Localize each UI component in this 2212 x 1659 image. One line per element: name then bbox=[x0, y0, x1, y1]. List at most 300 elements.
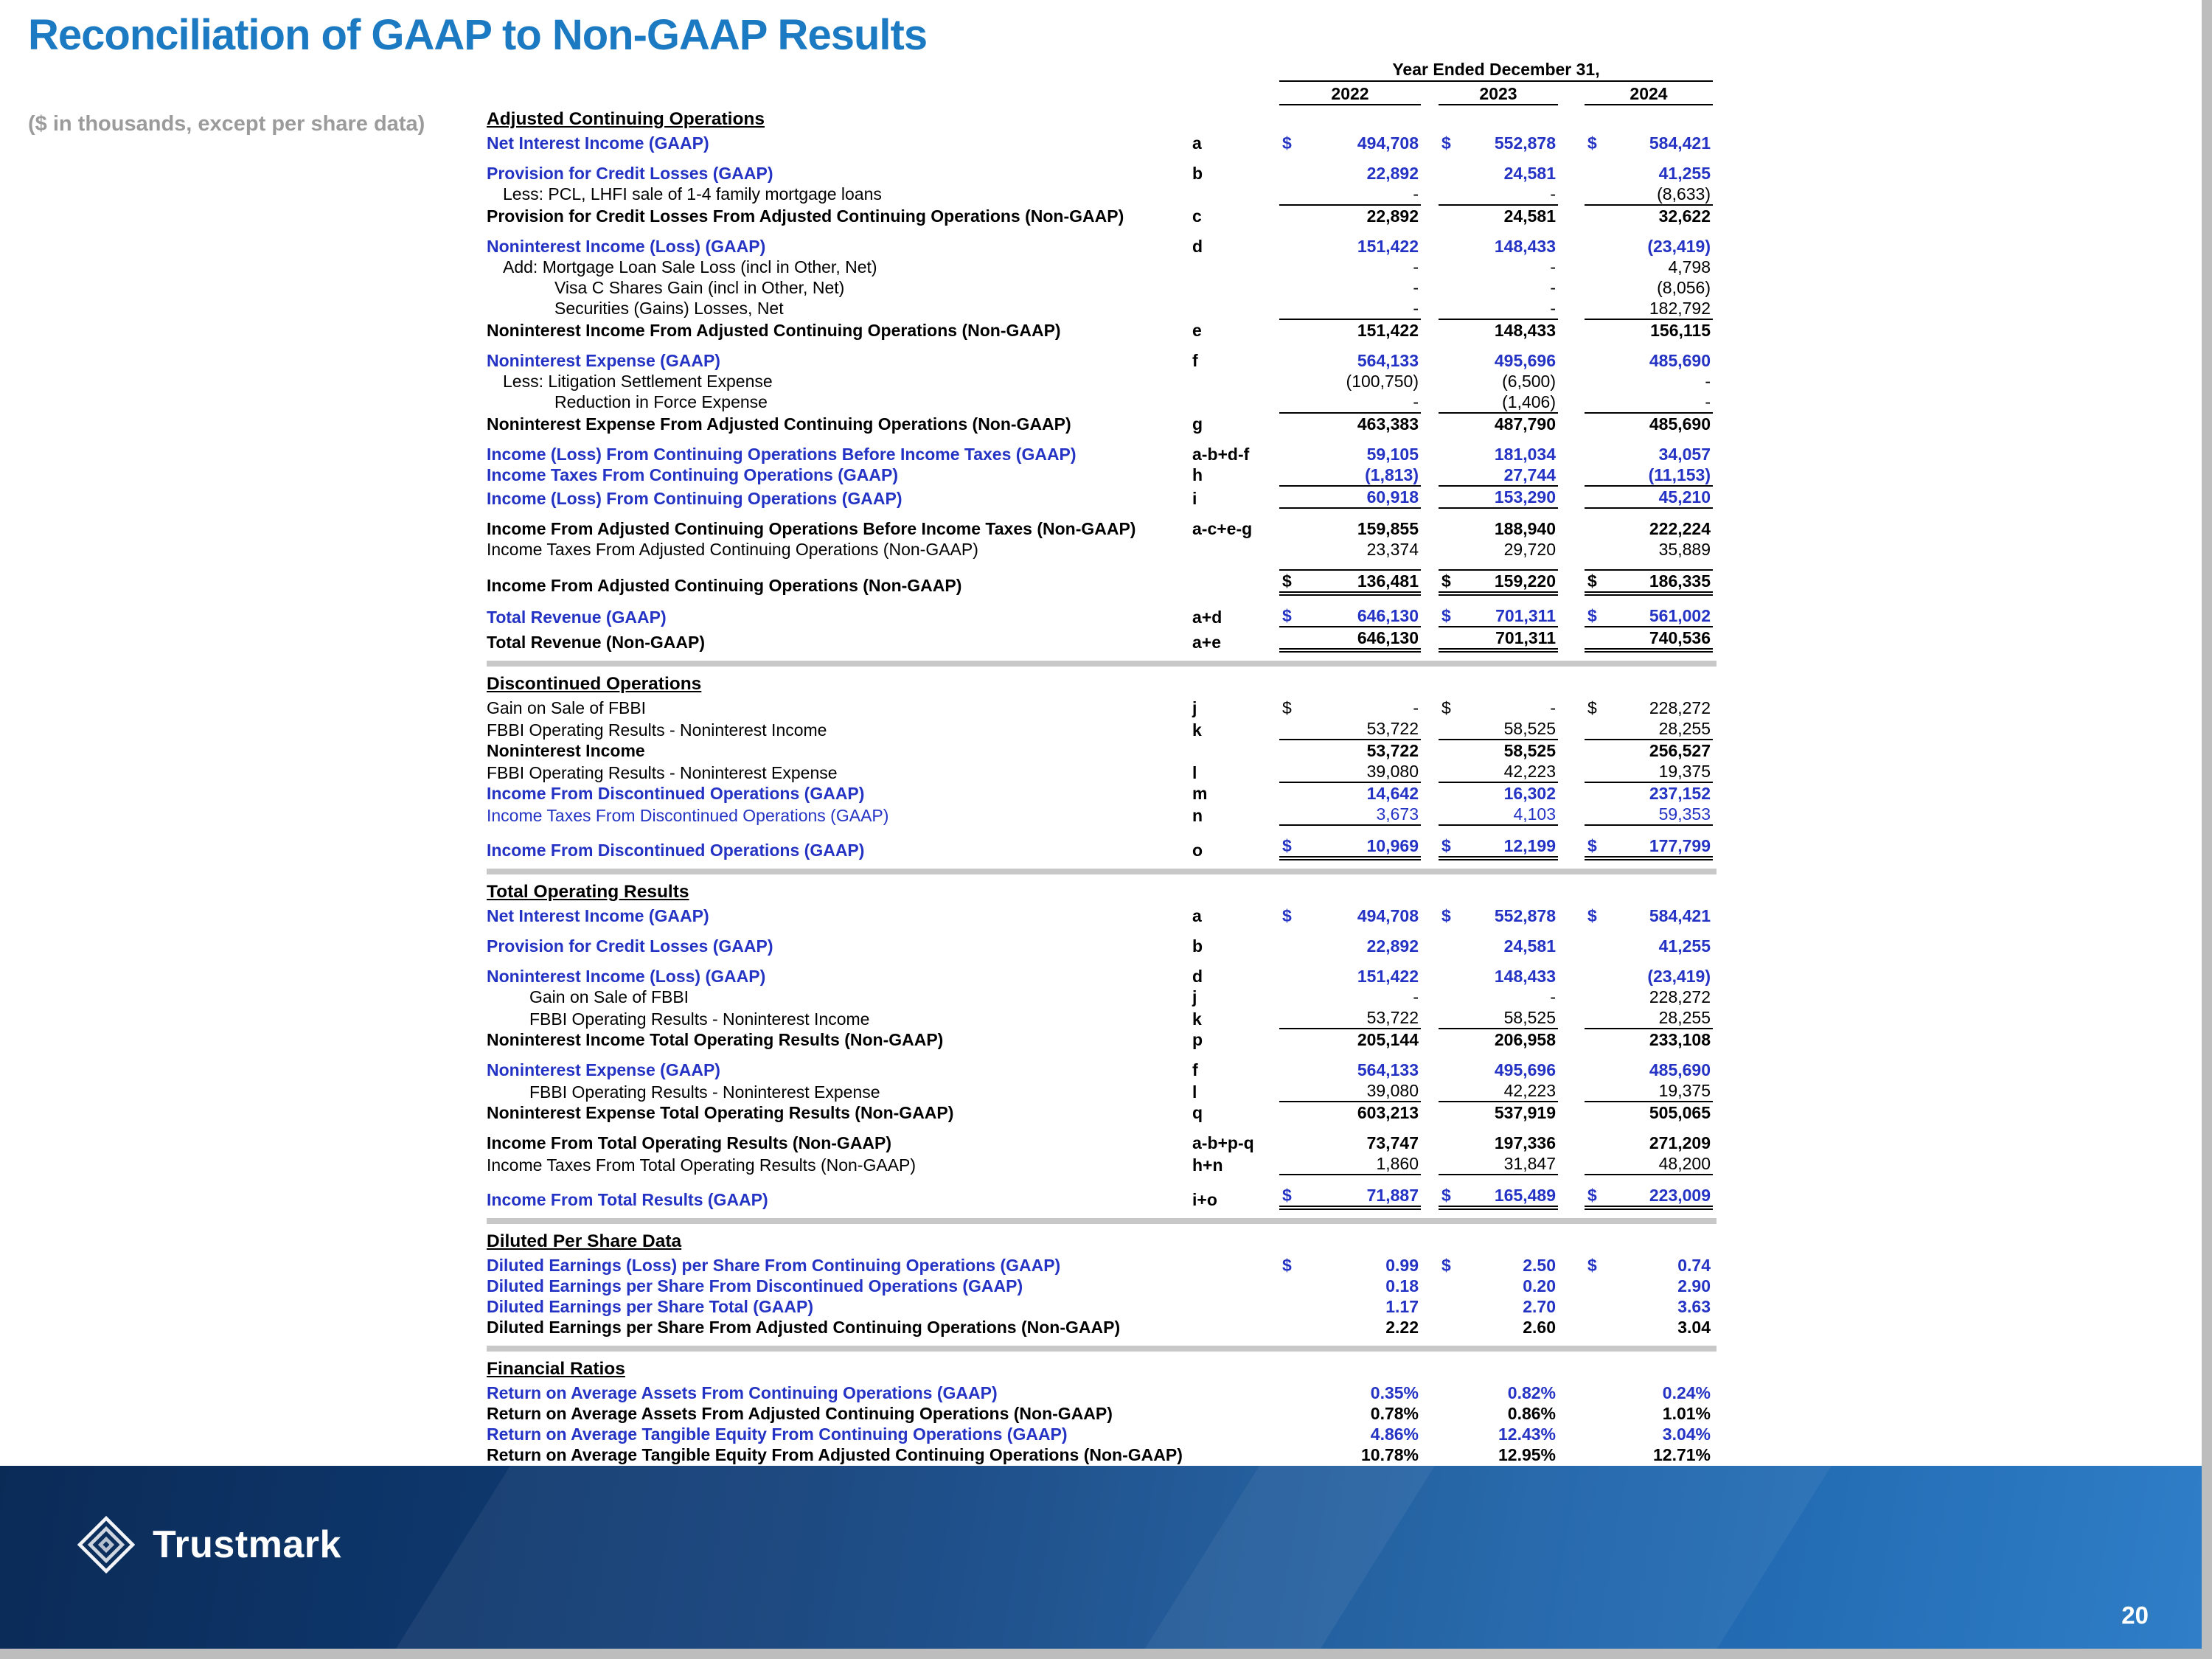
row-label: Noninterest Expense (GAAP) bbox=[487, 1060, 720, 1079]
value-text: 701,311 bbox=[1495, 628, 1556, 647]
currency-symbol: $ bbox=[1587, 1186, 1597, 1205]
value-text: 181,034 bbox=[1494, 445, 1556, 464]
table-row bbox=[487, 740, 1717, 761]
value-cell-2022 bbox=[1279, 966, 1421, 987]
row-ref: a+d bbox=[1192, 608, 1222, 627]
value-text: (8,056) bbox=[1657, 278, 1711, 297]
row-ref: l bbox=[1192, 1082, 1197, 1102]
value-cell-2022 bbox=[1279, 740, 1421, 761]
value-text: 740,536 bbox=[1649, 628, 1711, 647]
row-label: Net Interest Income (GAAP) bbox=[487, 133, 709, 153]
table-row bbox=[487, 1007, 1717, 1029]
row-label: Income From Adjusted Continuing Operations (Non-GAAP) bbox=[487, 576, 962, 595]
currency-symbol: $ bbox=[1441, 606, 1451, 625]
section-divider bbox=[487, 1218, 1717, 1224]
table-row bbox=[487, 277, 1717, 298]
section-heading: Adjusted Continuing Operations bbox=[487, 109, 765, 129]
value-text: 24,581 bbox=[1503, 936, 1556, 956]
value-text: 584,421 bbox=[1649, 133, 1711, 153]
row-label: Diluted Earnings per Share From Discontinued Operations (GAAP) bbox=[487, 1276, 1023, 1295]
row-ref: a-c+e-g bbox=[1192, 519, 1253, 538]
year-column-header: 2024 bbox=[1585, 83, 1713, 105]
value-cell-2023 bbox=[1439, 444, 1558, 465]
row-ref: f bbox=[1192, 1060, 1198, 1079]
value-cell-2022 bbox=[1279, 485, 1421, 509]
value-cell-2022 bbox=[1279, 319, 1421, 341]
row-ref: b bbox=[1192, 164, 1203, 183]
value-text: (1,406) bbox=[1502, 392, 1556, 411]
value-text: (8,633) bbox=[1657, 184, 1711, 204]
page-number: 20 bbox=[2121, 1601, 2149, 1629]
value-text: - bbox=[1550, 257, 1556, 276]
value-cell-2023 bbox=[1439, 627, 1558, 653]
value-text: 165,489 bbox=[1494, 1186, 1556, 1205]
row-ref: j bbox=[1192, 698, 1197, 717]
value-cell-2023 bbox=[1439, 1007, 1558, 1029]
value-cell-2024 bbox=[1585, 539, 1713, 560]
value-cell-2023 bbox=[1439, 966, 1558, 987]
value-text: 159,220 bbox=[1494, 571, 1556, 591]
value-text: 205,144 bbox=[1357, 1030, 1419, 1049]
value-text: 646,130 bbox=[1357, 606, 1419, 625]
row-ref: a bbox=[1192, 133, 1202, 153]
value-text: 177,799 bbox=[1649, 836, 1711, 855]
table-row bbox=[487, 1153, 1717, 1175]
value-text: 552,878 bbox=[1494, 133, 1556, 153]
table-row bbox=[487, 319, 1717, 341]
value-text: 71,887 bbox=[1366, 1186, 1419, 1205]
value-text: 58,525 bbox=[1503, 741, 1556, 760]
value-cell-2022 bbox=[1279, 1060, 1421, 1080]
value-cell-2023 bbox=[1439, 1102, 1558, 1123]
table-year-row bbox=[487, 82, 1717, 105]
table-row bbox=[487, 1060, 1717, 1080]
value-text: 485,690 bbox=[1649, 414, 1711, 434]
value-cell-2022 bbox=[1279, 1403, 1421, 1424]
value-text: 12.95% bbox=[1498, 1445, 1556, 1464]
value-cell-2024 bbox=[1585, 966, 1713, 987]
table-row bbox=[487, 257, 1717, 277]
value-cell-2024 bbox=[1585, 627, 1713, 653]
value-cell-2022 bbox=[1279, 465, 1421, 485]
value-text: 233,108 bbox=[1649, 1030, 1711, 1049]
table-row bbox=[487, 539, 1717, 560]
value-cell-2022 bbox=[1279, 412, 1421, 434]
row-label: Gain on Sale of FBBI bbox=[487, 698, 647, 717]
currency-symbol: $ bbox=[1282, 606, 1292, 625]
section-heading: Financial Ratios bbox=[487, 1359, 625, 1379]
value-text: 14,642 bbox=[1366, 784, 1419, 803]
value-text: 42,223 bbox=[1503, 762, 1556, 781]
value-text: 59,105 bbox=[1366, 445, 1419, 464]
table-row bbox=[487, 1296, 1717, 1317]
value-cell-2024 bbox=[1585, 518, 1713, 539]
table-row bbox=[487, 518, 1717, 539]
value-cell-2024 bbox=[1585, 718, 1713, 740]
value-cell-2024 bbox=[1585, 835, 1713, 860]
table-row bbox=[487, 350, 1717, 371]
value-text: 552,878 bbox=[1494, 906, 1556, 925]
value-cell-2022 bbox=[1279, 761, 1421, 783]
value-cell-2023 bbox=[1439, 1424, 1558, 1444]
row-ref: h bbox=[1192, 465, 1203, 484]
row-label: Add: Mortgage Loan Sale Loss (incl in Other, Net) bbox=[503, 257, 877, 276]
value-cell-2022 bbox=[1279, 1080, 1421, 1102]
table-row bbox=[487, 1029, 1717, 1050]
value-cell-2024 bbox=[1585, 1080, 1713, 1102]
table-row bbox=[487, 1133, 1717, 1153]
value-text: (23,419) bbox=[1647, 967, 1711, 986]
table-row bbox=[487, 1255, 1717, 1276]
row-label: Return on Average Assets From Adjusted Continuing Operations (Non-GAAP) bbox=[487, 1404, 1113, 1423]
currency-symbol: $ bbox=[1441, 1256, 1451, 1275]
value-text: 1.01% bbox=[1662, 1404, 1711, 1423]
row-label: Provision for Credit Losses From Adjusted Continuing Operations (Non-GAAP) bbox=[487, 206, 1124, 226]
row-label: Return on Average Tangible Equity From Continuing Operations (GAAP) bbox=[487, 1425, 1068, 1444]
value-text: 485,690 bbox=[1649, 351, 1711, 370]
value-text: 463,383 bbox=[1357, 414, 1419, 434]
value-cell-2023 bbox=[1439, 1276, 1558, 1296]
table-row bbox=[487, 371, 1717, 392]
value-cell-2023 bbox=[1439, 184, 1558, 204]
value-cell-2024 bbox=[1585, 1133, 1713, 1153]
value-text: 0.78% bbox=[1370, 1404, 1419, 1423]
currency-symbol: $ bbox=[1587, 133, 1597, 153]
value-text: 24,581 bbox=[1503, 164, 1556, 183]
value-cell-2022 bbox=[1279, 1444, 1421, 1465]
row-ref: h+n bbox=[1192, 1155, 1223, 1175]
value-text: 27,744 bbox=[1503, 465, 1556, 484]
value-cell-2024 bbox=[1585, 184, 1713, 204]
row-ref: a bbox=[1192, 906, 1202, 925]
value-cell-2022 bbox=[1279, 350, 1421, 371]
value-text: 31,847 bbox=[1503, 1154, 1556, 1173]
value-text: 53,722 bbox=[1366, 741, 1419, 760]
value-cell-2024 bbox=[1585, 163, 1713, 184]
value-cell-2022 bbox=[1279, 444, 1421, 465]
value-cell-2022 bbox=[1279, 236, 1421, 257]
value-text: 151,422 bbox=[1357, 321, 1419, 340]
table-row bbox=[487, 936, 1717, 956]
row-ref: c bbox=[1192, 206, 1202, 226]
row-label: Visa C Shares Gain (incl in Other, Net) bbox=[554, 278, 845, 297]
value-text: 53,722 bbox=[1366, 719, 1419, 738]
value-text: 32,622 bbox=[1658, 206, 1711, 226]
value-cell-2024 bbox=[1585, 133, 1713, 153]
value-text: 22,892 bbox=[1366, 164, 1419, 183]
row-label: Noninterest Expense From Adjusted Continuing Operations (Non-GAAP) bbox=[487, 414, 1071, 434]
value-cell-2022 bbox=[1279, 539, 1421, 560]
value-text: 0.18 bbox=[1385, 1276, 1419, 1295]
value-cell-2024 bbox=[1585, 277, 1713, 298]
value-cell-2023 bbox=[1439, 835, 1558, 860]
value-text: 19,375 bbox=[1658, 762, 1711, 781]
trustmark-logo-text: Trustmark bbox=[153, 1523, 341, 1566]
value-text: 12.71% bbox=[1652, 1445, 1711, 1464]
row-ref: e bbox=[1192, 321, 1202, 340]
value-text: 58,525 bbox=[1503, 1008, 1556, 1027]
table-row bbox=[487, 133, 1717, 153]
value-cell-2022 bbox=[1279, 804, 1421, 826]
value-cell-2024 bbox=[1585, 298, 1713, 319]
value-text: 22,892 bbox=[1366, 206, 1419, 226]
row-label: Return on Average Tangible Equity From Adjusted Continuing Operations (Non-GAAP) bbox=[487, 1445, 1183, 1464]
value-cell-2024 bbox=[1585, 761, 1713, 783]
value-cell-2024 bbox=[1585, 350, 1713, 371]
value-cell-2023 bbox=[1439, 204, 1558, 226]
value-text: 3.04 bbox=[1677, 1318, 1711, 1337]
value-cell-2024 bbox=[1585, 1444, 1713, 1465]
value-cell-2023 bbox=[1439, 485, 1558, 509]
value-cell-2024 bbox=[1585, 605, 1713, 627]
value-text: - bbox=[1413, 278, 1419, 297]
value-cell-2024 bbox=[1585, 444, 1713, 465]
value-cell-2024 bbox=[1585, 1060, 1713, 1080]
value-text: 35,889 bbox=[1658, 540, 1711, 559]
row-ref: f bbox=[1192, 351, 1198, 370]
row-ref: m bbox=[1192, 784, 1208, 803]
currency-symbol: $ bbox=[1441, 1186, 1451, 1205]
row-label: Income From Total Results (GAAP) bbox=[487, 1190, 768, 1209]
table-row bbox=[487, 569, 1717, 596]
value-text: 223,009 bbox=[1649, 1186, 1711, 1205]
value-text: 487,790 bbox=[1494, 414, 1556, 434]
value-text: 186,335 bbox=[1649, 571, 1711, 591]
row-label: Net Interest Income (GAAP) bbox=[487, 906, 709, 925]
currency-symbol: $ bbox=[1441, 906, 1451, 925]
value-text: (6,500) bbox=[1502, 372, 1556, 391]
table-row bbox=[487, 392, 1717, 412]
units-note: ($ in thousands, except per share data) bbox=[28, 112, 425, 136]
value-cell-2022 bbox=[1279, 371, 1421, 392]
value-text: 73,747 bbox=[1366, 1133, 1419, 1152]
value-cell-2023 bbox=[1439, 392, 1558, 412]
value-text: 28,255 bbox=[1658, 719, 1711, 738]
value-text: 148,433 bbox=[1494, 967, 1556, 986]
table-row bbox=[487, 163, 1717, 184]
table-row bbox=[487, 1424, 1717, 1444]
currency-symbol: $ bbox=[1282, 698, 1292, 717]
value-cell-2024 bbox=[1585, 1029, 1713, 1050]
value-text: 494,708 bbox=[1357, 906, 1419, 925]
value-text: 16,302 bbox=[1503, 784, 1556, 803]
value-text: 156,115 bbox=[1650, 321, 1711, 340]
value-text: - bbox=[1550, 184, 1556, 204]
table-row bbox=[487, 835, 1717, 860]
row-ref: l bbox=[1192, 763, 1197, 782]
value-cell-2022 bbox=[1279, 1133, 1421, 1153]
row-ref: k bbox=[1192, 720, 1202, 740]
row-ref: g bbox=[1192, 414, 1203, 434]
value-text: 188,940 bbox=[1494, 519, 1556, 538]
year-ended-label: Year Ended December 31, bbox=[1279, 59, 1713, 82]
value-cell-2023 bbox=[1439, 1255, 1558, 1276]
value-text: 222,224 bbox=[1649, 519, 1711, 538]
value-cell-2022 bbox=[1279, 835, 1421, 860]
value-cell-2024 bbox=[1585, 1403, 1713, 1424]
value-text: 45,210 bbox=[1658, 487, 1711, 507]
table-row bbox=[487, 605, 1717, 627]
row-ref: o bbox=[1192, 841, 1203, 860]
trustmark-diamond-icon bbox=[77, 1516, 135, 1573]
value-text: 19,375 bbox=[1658, 1081, 1711, 1100]
value-text: - bbox=[1413, 184, 1419, 204]
value-cell-2024 bbox=[1585, 804, 1713, 826]
value-text: 29,720 bbox=[1503, 540, 1556, 559]
row-label: Return on Average Assets From Continuing Operations (GAAP) bbox=[487, 1383, 998, 1402]
row-ref: d bbox=[1192, 237, 1203, 256]
currency-symbol: $ bbox=[1282, 133, 1292, 153]
value-text: 228,272 bbox=[1649, 698, 1711, 717]
value-text: 561,002 bbox=[1649, 606, 1711, 625]
value-cell-2023 bbox=[1439, 718, 1558, 740]
row-label: Less: PCL, LHFI sale of 1-4 family mortgage loans bbox=[503, 184, 882, 204]
row-label: Less: Litigation Settlement Expense bbox=[503, 372, 773, 391]
value-cell-2022 bbox=[1279, 392, 1421, 412]
value-text: 4,103 bbox=[1513, 804, 1556, 824]
table-row bbox=[487, 204, 1717, 226]
row-label: FBBI Operating Results - Noninterest Income bbox=[487, 720, 827, 740]
year-column-header: 2023 bbox=[1439, 83, 1558, 105]
value-text: 271,209 bbox=[1649, 1133, 1711, 1152]
value-text: - bbox=[1705, 392, 1711, 411]
value-text: 39,080 bbox=[1366, 762, 1419, 781]
value-cell-2022 bbox=[1279, 1102, 1421, 1123]
value-text: 34,057 bbox=[1658, 445, 1711, 464]
currency-symbol: $ bbox=[1587, 571, 1597, 591]
table-row bbox=[487, 627, 1717, 653]
currency-symbol: $ bbox=[1587, 906, 1597, 925]
value-cell-2022 bbox=[1279, 905, 1421, 926]
value-cell-2023 bbox=[1439, 257, 1558, 277]
row-label: FBBI Operating Results - Noninterest Income bbox=[529, 1009, 870, 1029]
row-label: Noninterest Income bbox=[487, 741, 645, 760]
row-label: Reduction in Force Expense bbox=[554, 392, 768, 411]
value-cell-2024 bbox=[1585, 1153, 1713, 1175]
value-cell-2024 bbox=[1585, 412, 1713, 434]
value-text: 136,481 bbox=[1357, 571, 1419, 591]
row-label: Noninterest Income (Loss) (GAAP) bbox=[487, 237, 766, 256]
value-cell-2024 bbox=[1585, 319, 1713, 341]
value-cell-2024 bbox=[1585, 936, 1713, 956]
section-divider bbox=[487, 1346, 1717, 1352]
table-row bbox=[487, 1317, 1717, 1338]
currency-symbol: $ bbox=[1441, 698, 1451, 717]
year-column-header: 2022 bbox=[1279, 83, 1421, 105]
value-cell-2022 bbox=[1279, 204, 1421, 226]
row-ref: a+e bbox=[1192, 633, 1222, 652]
currency-symbol: $ bbox=[1587, 1256, 1597, 1275]
value-text: 0.24% bbox=[1662, 1383, 1711, 1402]
value-text: 39,080 bbox=[1366, 1081, 1419, 1100]
row-label: Noninterest Income Total Operating Results (Non-GAAP) bbox=[487, 1030, 944, 1049]
footer-banner bbox=[0, 1466, 2202, 1649]
row-ref: p bbox=[1192, 1030, 1203, 1049]
value-text: 494,708 bbox=[1357, 133, 1419, 153]
value-cell-2024 bbox=[1585, 740, 1713, 761]
value-text: 564,133 bbox=[1357, 1060, 1419, 1079]
value-cell-2022 bbox=[1279, 1255, 1421, 1276]
table-row bbox=[487, 1185, 1717, 1210]
table-row bbox=[487, 1102, 1717, 1123]
value-text: - bbox=[1550, 299, 1556, 318]
value-cell-2023 bbox=[1439, 936, 1558, 956]
value-cell-2023 bbox=[1439, 804, 1558, 826]
value-cell-2022 bbox=[1279, 627, 1421, 653]
table-row bbox=[487, 804, 1717, 826]
currency-symbol: $ bbox=[1587, 836, 1597, 855]
value-cell-2023 bbox=[1439, 1080, 1558, 1102]
value-cell-2023 bbox=[1439, 1029, 1558, 1050]
row-ref: a-b+d-f bbox=[1192, 445, 1250, 464]
value-text: 3.04% bbox=[1662, 1425, 1711, 1444]
value-text: - bbox=[1413, 299, 1419, 318]
value-text: 197,336 bbox=[1494, 1133, 1556, 1152]
row-ref: i bbox=[1192, 489, 1197, 508]
value-cell-2023 bbox=[1439, 518, 1558, 539]
value-cell-2023 bbox=[1439, 605, 1558, 627]
value-text: - bbox=[1550, 987, 1556, 1006]
value-cell-2023 bbox=[1439, 412, 1558, 434]
value-cell-2024 bbox=[1585, 1276, 1713, 1296]
value-cell-2023 bbox=[1439, 761, 1558, 783]
value-text: 1,860 bbox=[1376, 1154, 1419, 1173]
row-label: Income (Loss) From Continuing Operations Before Income Taxes (GAAP) bbox=[487, 445, 1077, 464]
value-cell-2024 bbox=[1585, 1255, 1713, 1276]
row-label: Income Taxes From Discontinued Operations (GAAP) bbox=[487, 806, 889, 825]
section-divider bbox=[487, 661, 1717, 667]
value-text: (100,750) bbox=[1346, 372, 1419, 391]
currency-symbol: $ bbox=[1587, 606, 1597, 625]
value-text: 3,673 bbox=[1376, 804, 1419, 824]
value-text: 2.50 bbox=[1523, 1256, 1556, 1275]
value-cell-2024 bbox=[1585, 987, 1713, 1007]
row-label: Total Revenue (GAAP) bbox=[487, 608, 667, 627]
value-text: 237,152 bbox=[1649, 784, 1711, 803]
value-cell-2022 bbox=[1279, 257, 1421, 277]
value-cell-2023 bbox=[1439, 133, 1558, 153]
value-cell-2024 bbox=[1585, 485, 1713, 509]
value-text: 4,798 bbox=[1668, 257, 1711, 276]
value-cell-2022 bbox=[1279, 1276, 1421, 1296]
value-text: 148,433 bbox=[1494, 321, 1556, 340]
value-text: (11,153) bbox=[1648, 465, 1711, 484]
row-label: Income From Total Operating Results (Non-GAAP) bbox=[487, 1133, 892, 1152]
currency-symbol: $ bbox=[1441, 133, 1451, 153]
value-text: 58,525 bbox=[1503, 719, 1556, 738]
value-cell-2023 bbox=[1439, 371, 1558, 392]
value-text: 159,855 bbox=[1357, 519, 1419, 538]
table-header-group-row bbox=[487, 59, 1717, 82]
section-heading: Diluted Per Share Data bbox=[487, 1231, 682, 1251]
value-cell-2022 bbox=[1279, 277, 1421, 298]
value-cell-2024 bbox=[1585, 569, 1713, 596]
value-cell-2022 bbox=[1279, 1317, 1421, 1338]
value-text: 0.99 bbox=[1385, 1256, 1419, 1275]
value-text: - bbox=[1413, 698, 1419, 717]
value-cell-2023 bbox=[1439, 740, 1558, 761]
value-text: 24,581 bbox=[1503, 206, 1556, 226]
value-cell-2024 bbox=[1585, 204, 1713, 226]
row-label: Gain on Sale of FBBI bbox=[529, 987, 689, 1006]
table-row bbox=[487, 1403, 1717, 1424]
value-cell-2024 bbox=[1585, 905, 1713, 926]
value-text: 584,421 bbox=[1649, 906, 1711, 925]
row-label: Income From Discontinued Operations (GAAP) bbox=[487, 841, 865, 860]
value-cell-2024 bbox=[1585, 371, 1713, 392]
value-cell-2024 bbox=[1585, 698, 1713, 718]
value-cell-2023 bbox=[1439, 987, 1558, 1007]
